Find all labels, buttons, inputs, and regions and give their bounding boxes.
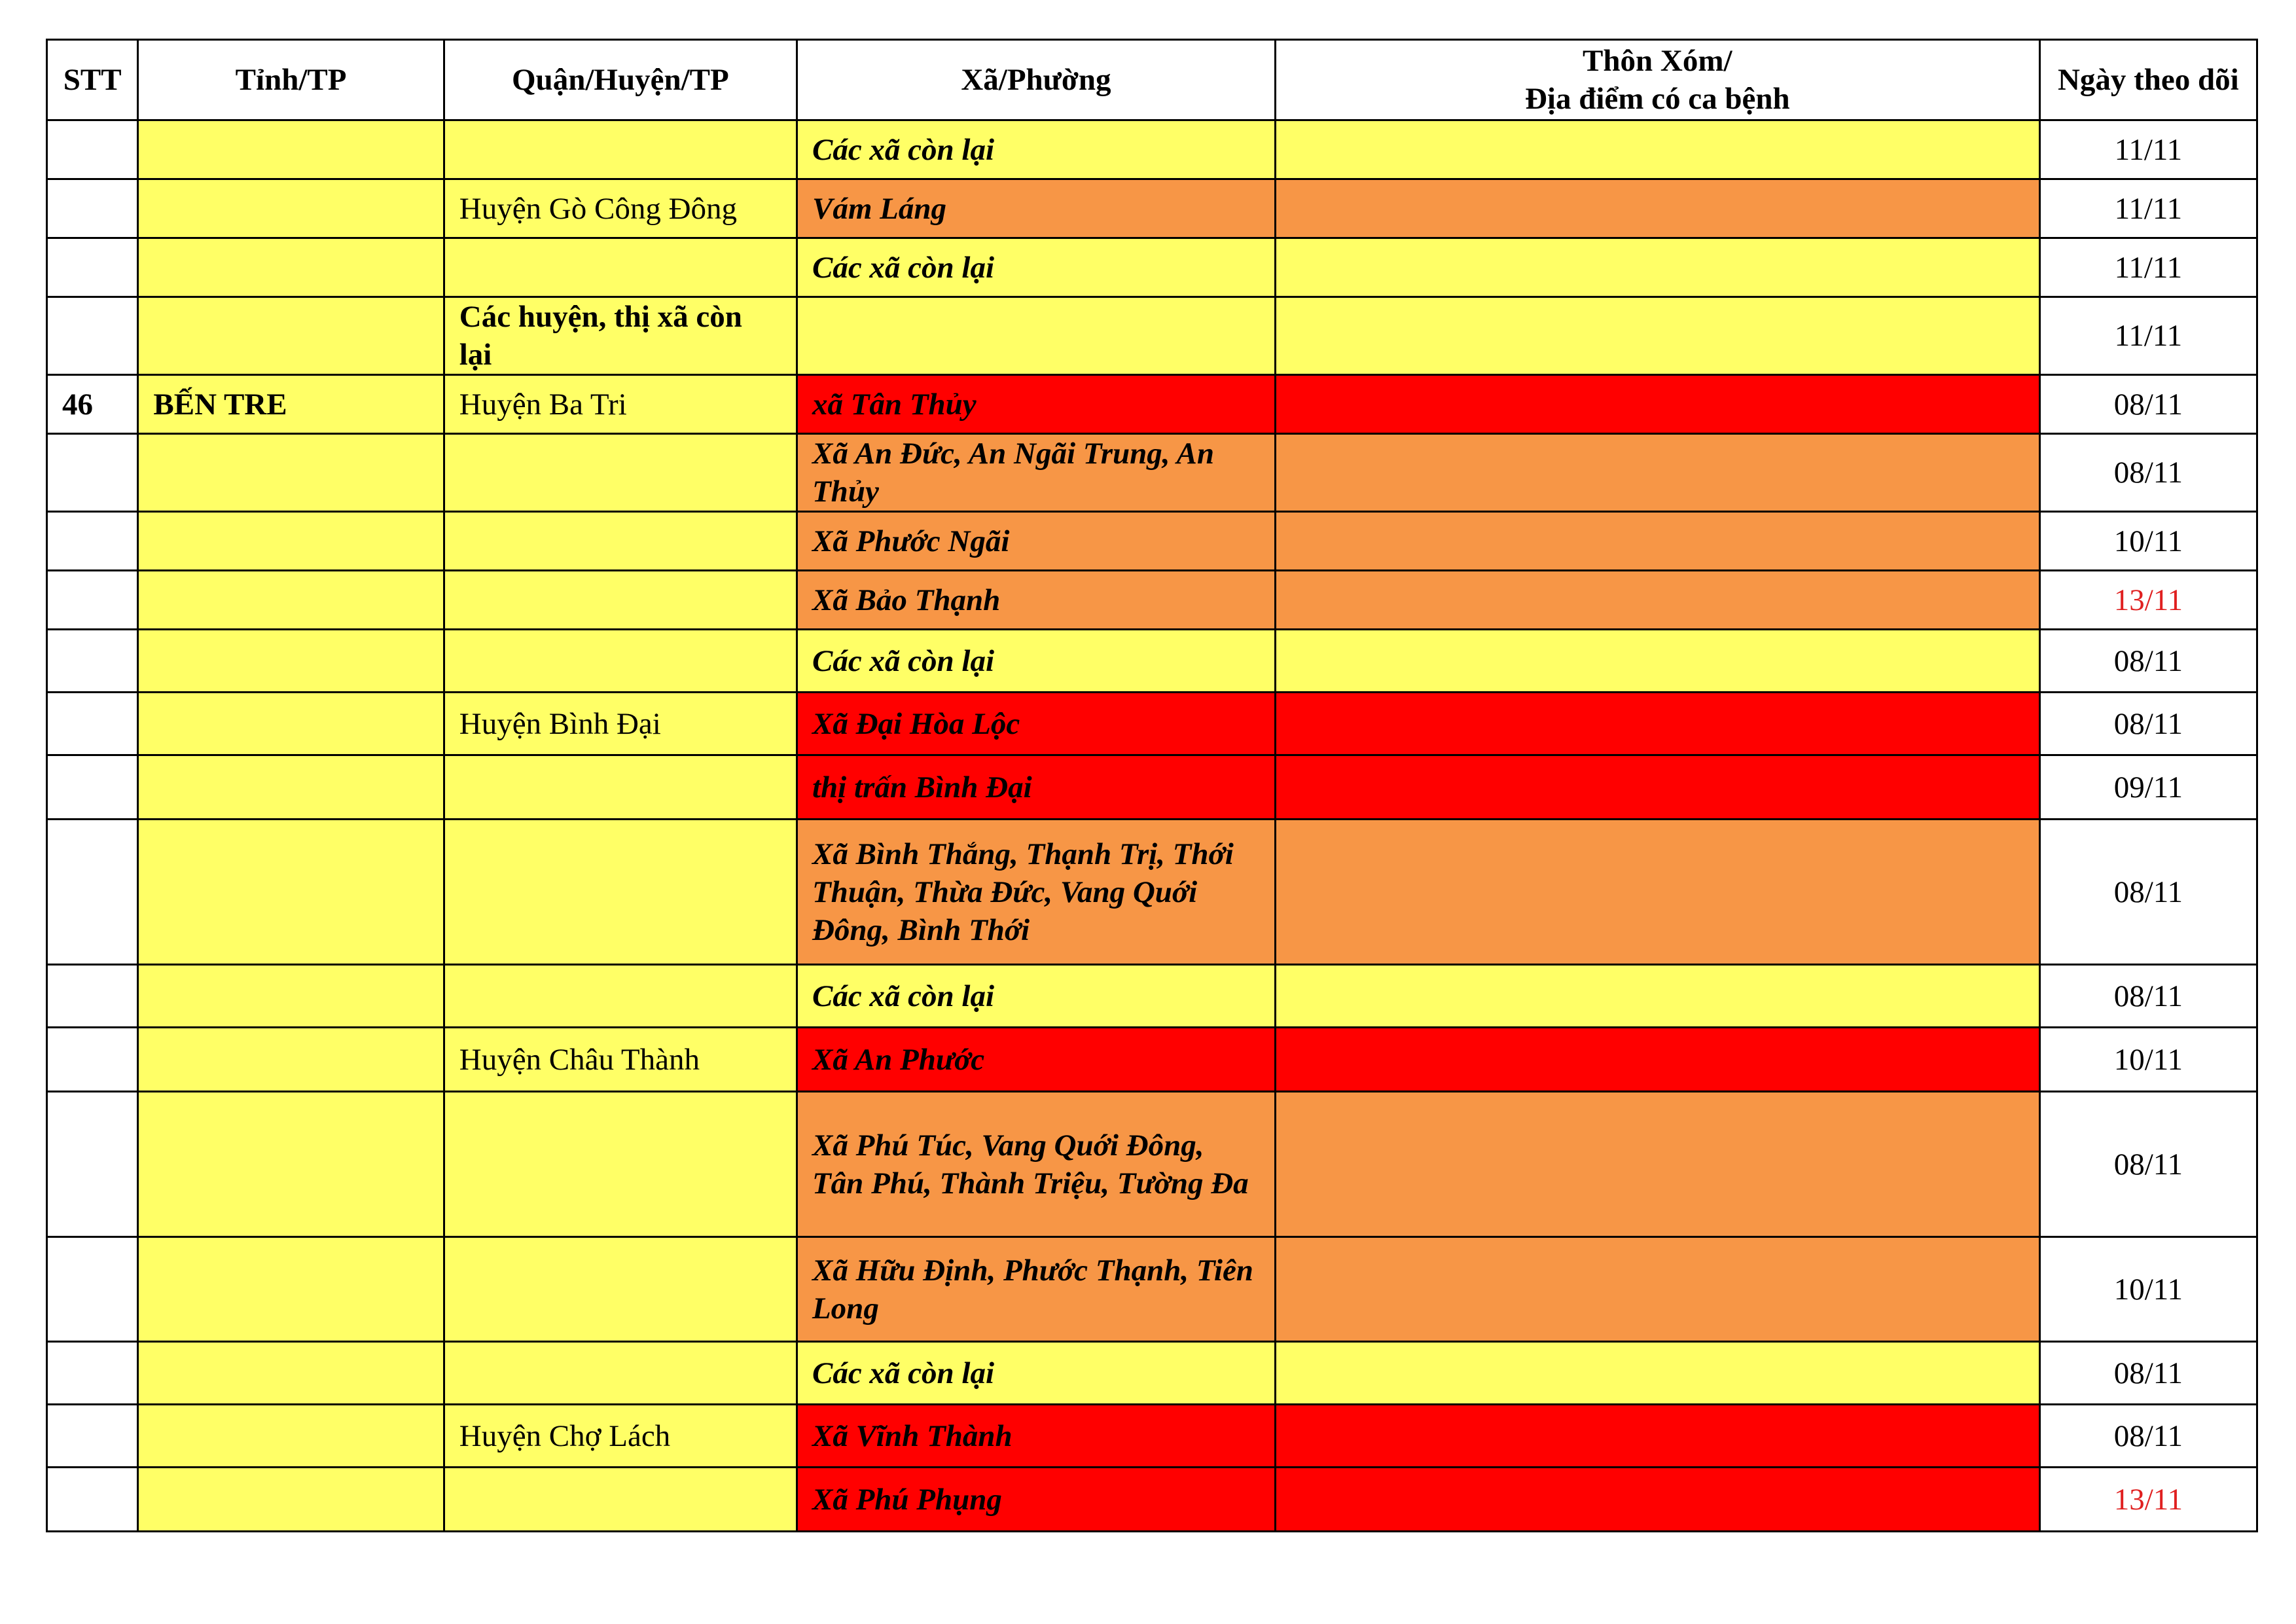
header-monitoring-date: Ngày theo dõi (2039, 40, 2257, 120)
cell-district: Các huyện, thị xã còn lại (444, 297, 797, 375)
cell-village (1275, 297, 2039, 375)
table-row (47, 179, 2257, 238)
cell-stt (47, 434, 138, 512)
cell-village (1275, 179, 2039, 238)
cell-stt (47, 120, 138, 179)
cell-commune: Xã An Đức, An Ngãi Trung, An Thủy (797, 434, 1275, 512)
cell-stt: 46 (47, 375, 138, 434)
cell-monitoring-date: 10/11 (2039, 1028, 2257, 1092)
cell-district: Huyện Gò Công Đông (444, 179, 797, 238)
cell-monitoring-date: 13/11 (2039, 571, 2257, 630)
table-row (47, 434, 2257, 512)
cell-village (1275, 1092, 2039, 1237)
cell-commune: Xã Phú Phụng (797, 1468, 1275, 1532)
cell-district: Huyện Chợ Lách (444, 1405, 797, 1468)
table-body (47, 120, 2257, 1532)
cell-district: Huyện Bình Đại (444, 693, 797, 755)
cell-stt (47, 297, 138, 375)
cell-commune: Xã Đại Hòa Lộc (797, 693, 1275, 755)
cell-commune: Các xã còn lại (797, 1342, 1275, 1405)
table-row (47, 512, 2257, 571)
header-village-line2: Địa điểm có ca bệnh (1524, 82, 1790, 116)
cell-province (138, 1092, 444, 1237)
cell-province (138, 1468, 444, 1532)
cell-monitoring-date: 08/11 (2039, 965, 2257, 1028)
cell-commune: Xã Phú Túc, Vang Quới Đông, Tân Phú, Thành Triệu, Tường Đa (797, 1092, 1275, 1237)
cell-district (444, 965, 797, 1028)
cell-stt (47, 755, 138, 820)
cell-province (138, 1028, 444, 1092)
table-row (47, 1028, 2257, 1092)
cell-commune: Xã Bảo Thạnh (797, 571, 1275, 630)
cell-commune (797, 297, 1275, 375)
table-row (47, 1237, 2257, 1342)
cell-commune: Các xã còn lại (797, 120, 1275, 179)
cell-province (138, 1405, 444, 1468)
table-row (47, 1092, 2257, 1237)
cell-monitoring-date: 10/11 (2039, 1237, 2257, 1342)
cell-district (444, 120, 797, 179)
cell-stt (47, 693, 138, 755)
cell-province (138, 297, 444, 375)
table-row (47, 755, 2257, 820)
cell-province (138, 693, 444, 755)
cell-commune: Xã Phước Ngãi (797, 512, 1275, 571)
header-district: Quận/Huyện/TP (444, 40, 797, 120)
table-row (47, 1468, 2257, 1532)
cell-village (1275, 1468, 2039, 1532)
cell-stt (47, 1028, 138, 1092)
cell-monitoring-date: 08/11 (2039, 820, 2257, 965)
cell-village (1275, 1342, 2039, 1405)
cell-village (1275, 1405, 2039, 1468)
cell-commune: Xã An Phước (797, 1028, 1275, 1092)
table-row (47, 820, 2257, 965)
cell-commune: Vám Láng (797, 179, 1275, 238)
header-commune: Xã/Phường (797, 40, 1275, 120)
cell-commune: Xã Vĩnh Thành (797, 1405, 1275, 1468)
cell-commune: Các xã còn lại (797, 238, 1275, 297)
header-village (1275, 40, 2039, 120)
table-row (47, 120, 2257, 179)
cell-monitoring-date: 09/11 (2039, 755, 2257, 820)
cell-district (444, 755, 797, 820)
cell-province: BẾN TRE (138, 375, 444, 434)
cell-village (1275, 120, 2039, 179)
cell-district (444, 630, 797, 693)
cell-village (1275, 693, 2039, 755)
table-row (47, 571, 2257, 630)
cell-village (1275, 434, 2039, 512)
cell-village (1275, 571, 2039, 630)
cell-district (444, 434, 797, 512)
cell-village (1275, 965, 2039, 1028)
cell-stt (47, 512, 138, 571)
cell-stt (47, 820, 138, 965)
table-row (47, 375, 2257, 434)
cell-province (138, 965, 444, 1028)
cell-monitoring-date: 08/11 (2039, 375, 2257, 434)
cell-district (444, 1468, 797, 1532)
cell-village (1275, 238, 2039, 297)
cell-stt (47, 630, 138, 693)
cell-stt (47, 1237, 138, 1342)
table-row (47, 238, 2257, 297)
cell-village (1275, 630, 2039, 693)
cell-district (444, 571, 797, 630)
cell-commune: xã Tân Thủy (797, 375, 1275, 434)
cell-commune: Các xã còn lại (797, 965, 1275, 1028)
table-row (47, 297, 2257, 375)
cell-commune: Xã Hữu Định, Phước Thạnh, Tiên Long (797, 1237, 1275, 1342)
cell-district (444, 238, 797, 297)
cell-province (138, 120, 444, 179)
cell-monitoring-date: 08/11 (2039, 1342, 2257, 1405)
cell-village (1275, 1028, 2039, 1092)
cell-monitoring-date: 13/11 (2039, 1468, 2257, 1532)
cell-monitoring-date: 08/11 (2039, 1405, 2257, 1468)
cell-stt (47, 1092, 138, 1237)
cell-district: Huyện Ba Tri (444, 375, 797, 434)
cell-district (444, 1092, 797, 1237)
cell-stt (47, 238, 138, 297)
cell-province (138, 1342, 444, 1405)
cell-district (444, 1342, 797, 1405)
cell-monitoring-date: 08/11 (2039, 434, 2257, 512)
header-stt: STT (47, 40, 138, 120)
cell-province (138, 571, 444, 630)
cell-village (1275, 512, 2039, 571)
table-row (47, 965, 2257, 1028)
cell-district (444, 512, 797, 571)
table-row (47, 693, 2257, 755)
header-row (47, 40, 2257, 120)
cell-village (1275, 820, 2039, 965)
cell-province (138, 434, 444, 512)
cell-monitoring-date: 11/11 (2039, 297, 2257, 375)
cell-monitoring-date: 11/11 (2039, 179, 2257, 238)
cell-province (138, 512, 444, 571)
cell-monitoring-date: 11/11 (2039, 120, 2257, 179)
cell-village (1275, 755, 2039, 820)
cell-stt (47, 965, 138, 1028)
cell-commune: thị trấn Bình Đại (797, 755, 1275, 820)
cell-village (1275, 375, 2039, 434)
cell-stt (47, 179, 138, 238)
cell-province (138, 630, 444, 693)
table-header (47, 40, 2257, 120)
cell-commune: Xã Bình Thắng, Thạnh Trị, Thới Thuận, Thừa Đức, Vang Quới Đông, Bình Thới (797, 820, 1275, 965)
cell-province (138, 179, 444, 238)
table-row (47, 630, 2257, 693)
cell-village (1275, 1237, 2039, 1342)
epidemic-level-table (46, 39, 2258, 1532)
cell-monitoring-date: 08/11 (2039, 693, 2257, 755)
cell-district (444, 820, 797, 965)
cell-district (444, 1237, 797, 1342)
cell-stt (47, 1342, 138, 1405)
cell-province (138, 755, 444, 820)
cell-monitoring-date: 10/11 (2039, 512, 2257, 571)
cell-province (138, 1237, 444, 1342)
table-row (47, 1405, 2257, 1468)
cell-province (138, 820, 444, 965)
cell-stt (47, 1405, 138, 1468)
cell-commune: Các xã còn lại (797, 630, 1275, 693)
cell-district: Huyện Châu Thành (444, 1028, 797, 1092)
header-village-line1: Thôn Xóm/ (1583, 44, 1732, 78)
table-row (47, 1342, 2257, 1405)
cell-monitoring-date: 08/11 (2039, 1092, 2257, 1237)
cell-stt (47, 1468, 138, 1532)
cell-province (138, 238, 444, 297)
cell-monitoring-date: 11/11 (2039, 238, 2257, 297)
header-province: Tỉnh/TP (138, 40, 444, 120)
cell-monitoring-date: 08/11 (2039, 630, 2257, 693)
cell-stt (47, 571, 138, 630)
